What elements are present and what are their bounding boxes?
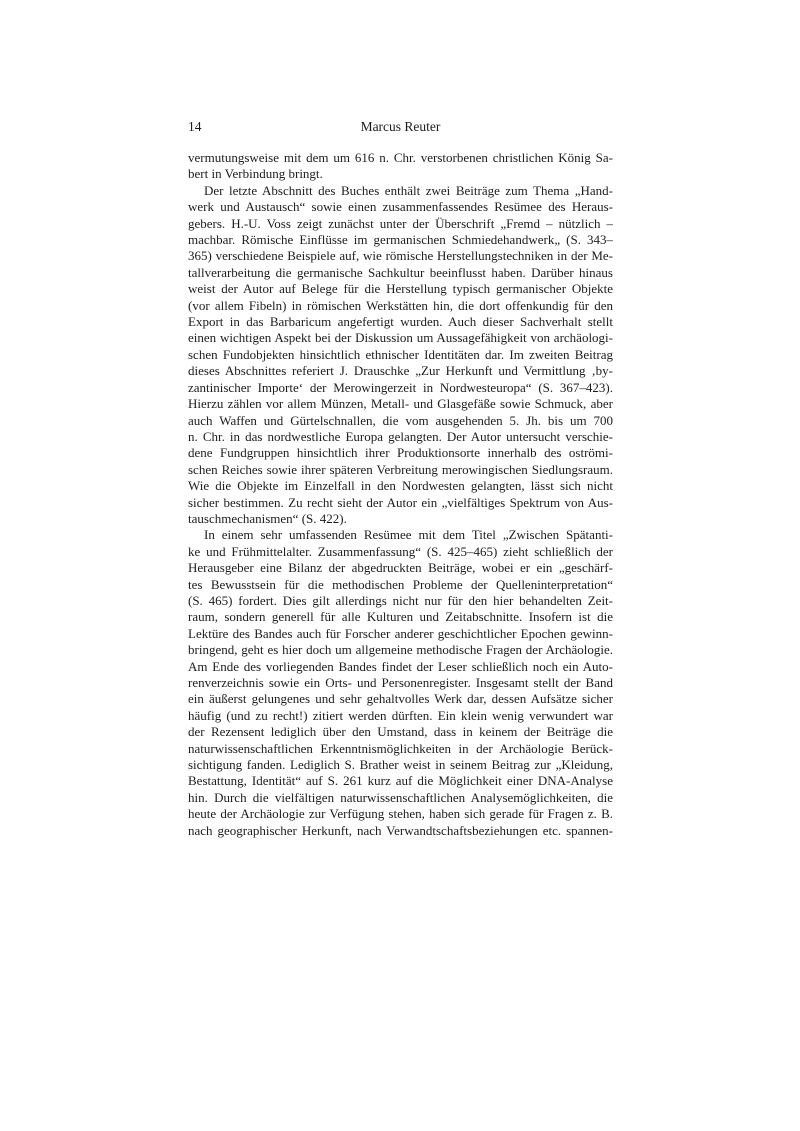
text-line: 365) verschiedene Beispiele auf, wie römische Herstellungstechniken in der Me-: [188, 248, 613, 264]
text-line: (vor allem Fibeln) in römischen Werkstätten hin, die dort offenkundig für den: [188, 297, 613, 313]
text-line: schen Fundobjekten hinsichtlich ethnischer Identitäten dar. Im zweiten Beitrag: [188, 346, 613, 362]
text-line: zantinischer Importe‘ der Merowingerzeit in Nordwesteuropa“ (S. 367–423).: [188, 379, 613, 395]
text-line: hin. Durch die vielfältigen naturwissenschaftlichen Analysemöglichkeiten, die: [188, 789, 613, 805]
text-line: nach geographischer Herkunft, nach Verwandtschaftsbeziehungen etc. spannen-: [188, 822, 613, 838]
text-line: Hierzu zählen vor allem Münzen, Metall- und Glasgefäße sowie Schmuck, aber: [188, 396, 613, 412]
text-line: (S. 465) fordert. Dies gilt allerdings nicht nur für den hier behandelten Zeit-: [188, 592, 613, 608]
text-line: In einem sehr umfassenden Resümee mit dem Titel „Zwischen Spätanti-: [204, 527, 613, 543]
text-line: tes Bewusstsein für die methodischen Probleme der Quelleninterpretation“: [188, 576, 613, 592]
text-line: bringend, geht es hier doch um allgemeine methodische Fragen der Archäologie.: [188, 642, 613, 658]
text-line: gebers. H.-U. Voss zeigt zunächst unter der Überschrift „Fremd – nützlich –: [188, 215, 613, 231]
text-line: häufig (und zu recht!) zitiert werden dürften. Ein klein wenig verwundert war: [188, 707, 613, 723]
text-line: renverzeichnis sowie ein Orts- und Personenregister. Insgesamt stellt der Band: [188, 675, 613, 690]
text-line: Bestattung, Identität“ auf S. 261 kurz auf die Möglichkeit einer DNA-Analyse: [188, 773, 613, 789]
body-text: [188, 150, 613, 839]
text-line: werk und Austausch“ sowie einen zusammenfassendes Resümee des Heraus-: [188, 199, 613, 215]
text-line: schen Reiches sowie ihrer späteren Verbreitung merowingischen Siedlungsraum.: [188, 461, 613, 477]
text-line: sicher bestimmen. Zu recht sieht der Autor ein „vielfältiges Spektrum von Aus-: [188, 494, 613, 510]
text-line: sichtigung fanden. Lediglich S. Brather weist in seinem Beitrag zur „Kleidung,: [188, 757, 613, 773]
text-line: ein äußerst gelungenes und sehr gehaltvolles Werk dar, dessen Aufsätze sicher: [188, 691, 613, 707]
text-line: naturwissenschaftlichen Erkenntnismöglichkeiten in der Archäologie Berück-: [188, 740, 613, 756]
text-line: der Rezensent lediglich über den Umstand, dass in keinem der Beiträge die: [188, 724, 613, 740]
page-header: [188, 118, 613, 135]
text-line: Export in das Barbaricum angefertigt wurden. Auch dieser Sachverhalt stellt: [188, 314, 613, 330]
text-line: vermutungsweise mit dem um 616 n. Chr. verstorbenen christlichen König Sa-: [188, 150, 613, 165]
text-line: dene Fundgruppen hinsichtlich ihrer Produktionsorte innerhalb des oströmi-: [188, 445, 613, 461]
text-line: machbar. Römische Einflüsse im germanischen Schmiedehandwerk„ (S. 343–: [188, 232, 613, 248]
text-line: Am Ende des vorliegenden Bandes findet der Leser schließlich noch ein Auto-: [188, 658, 613, 674]
text-line: dieses Abschnittes referiert J. Drauschke „Zur Herkunft und Vermittlung ‚by-: [188, 363, 613, 379]
text-line: Der letzte Abschnitt des Buches enthält zwei Beiträge zum Thema „Hand-: [204, 182, 613, 198]
text-line: bert in Verbindung bringt.: [188, 166, 323, 182]
text-line: tauschmechanismen“ (S. 422).: [188, 510, 347, 526]
text-line: Herausgeber eine Bilanz der abgedruckten Beiträge, wobei er ein „geschärf-: [188, 560, 613, 576]
text-line: Wie die Objekte im Einzelfall in den Nordwesten gelangten, lässt sich nicht: [188, 478, 613, 494]
running-title: Marcus Reuter: [360, 119, 441, 134]
page-number: 14: [188, 119, 202, 134]
text-line: raum, sondern generell für alle Kulturen und Zeitabschnitte. Insofern ist die: [188, 609, 613, 625]
text-line: tallverarbeitung die germanische Sachkultur beeinflusst haben. Darüber hinaus: [188, 264, 613, 280]
text-line: einen wichtigen Aspekt bei der Diskussion um Aussagefähigkeit von archäologi-: [188, 330, 613, 346]
text-line: weist der Autor auf Belege für die Herstellung typisch germanischer Objekte: [188, 281, 613, 297]
text-line: auch Waffen und Gürtelschnallen, die vom ausgehenden 5. Jh. bis um 700: [188, 412, 613, 428]
text-line: heute der Archäologie zur Verfügung stehen, haben sich gerade für Fragen z. B.: [188, 806, 613, 822]
text-line: n. Chr. in das nordwestliche Europa gelangten. Der Autor untersucht verschie-: [188, 428, 613, 444]
text-line: ke und Frühmittelalter. Zusammenfassung“ (S. 425–465) zieht schließlich der: [188, 543, 613, 559]
text-line: Lektüre des Bandes auch für Forscher anderer geschichtlicher Epochen gewinn-: [188, 625, 613, 641]
